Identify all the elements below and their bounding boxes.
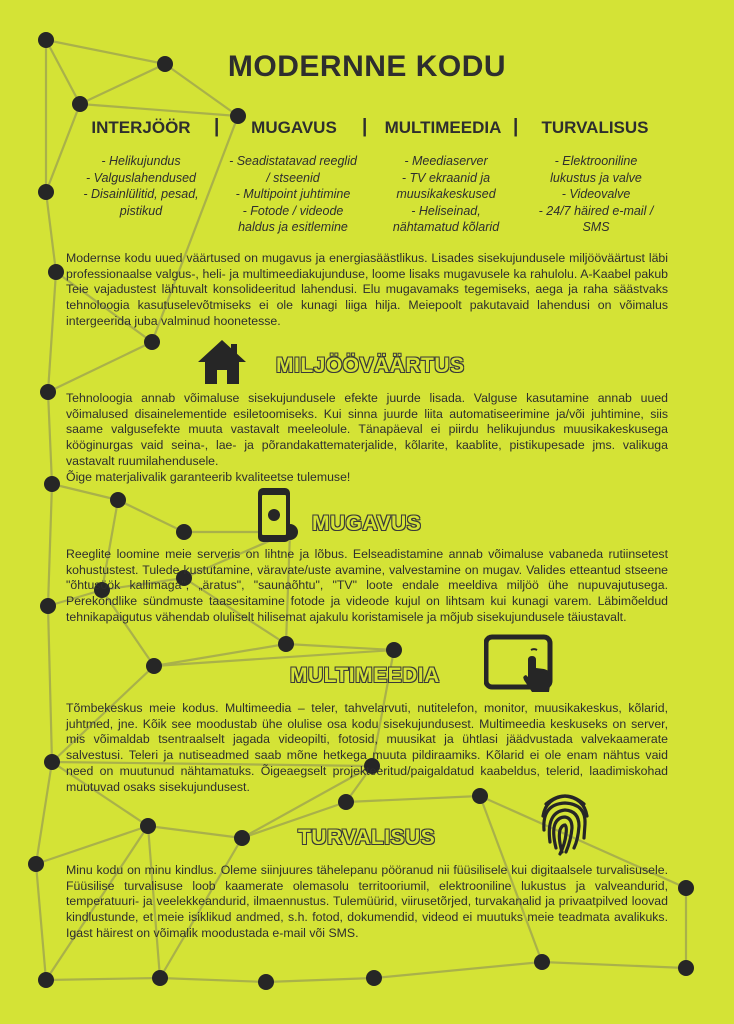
list-item: - 24/7 häired e-mail / xyxy=(538,203,654,218)
network-line xyxy=(48,272,56,392)
list-item: - TV ekraanid ja xyxy=(401,170,491,185)
column-heading-interior: INTERJÖÖR xyxy=(91,118,191,137)
column-separator: | xyxy=(513,116,519,137)
network-line xyxy=(346,796,480,802)
network-node xyxy=(146,658,162,674)
column-heading-comfort: MUGAVUS xyxy=(251,118,337,137)
network-node xyxy=(176,524,192,540)
network-node xyxy=(38,32,54,48)
section-title-security: TURVALISUS xyxy=(298,826,436,849)
network-node xyxy=(534,954,550,970)
network-line xyxy=(36,826,148,864)
network-line xyxy=(80,104,238,116)
network-node xyxy=(44,754,60,770)
list-item: - Valguslahendused xyxy=(85,170,197,185)
network-line xyxy=(160,978,266,982)
list-item: - Videovalve xyxy=(561,187,631,201)
network-node xyxy=(678,960,694,976)
list-item: lukustus ja valve xyxy=(550,170,642,185)
section-text-comfort: Reeglite loomine meie serveris on lihtne ja lõbus. Eelseadistamine annab võimaluse vabaneda rutiinsetest kohustustest. Tulede kustutamine, väravate/uste avamine, valvestamine on mugav. Valides etteantud stseene "õhtusöök kallimaga", „äratus", "saunaõhtu", "TV" loote endale meeldiva miljöö ühe nupuvajutusega. Perekondlike sündmuste taasesitamine fotode ja videode kujul on lihtsam kui kunagi varem. Läbimõeldud tehnikapaigutus vähendab oluliselt hilisemat ajakulu koristamisele ja mõjub sisekujundusele täiustavalt. xyxy=(66,547,668,624)
column-heading-multimedia: MULTIMEEDIA xyxy=(384,118,502,137)
network-line xyxy=(266,978,374,982)
network-line xyxy=(118,500,184,532)
network-line xyxy=(36,762,52,864)
network-node xyxy=(140,818,156,834)
column-list-interior xyxy=(70,153,212,219)
network-line xyxy=(148,826,242,838)
list-item: SMS xyxy=(582,220,610,234)
network-node xyxy=(144,334,160,350)
network-line xyxy=(46,978,160,980)
column-separator: | xyxy=(362,116,368,137)
network-node xyxy=(110,492,126,508)
network-node xyxy=(278,636,294,652)
column-list-multimedia xyxy=(380,153,512,236)
intro-paragraph: Modernse kodu uued väärtused on mugavus ja energiasäästlikus. Lisades sisekujundusele miljööväärtust läbi professionaalse valgus-, heli- ja multimeediakujunduse, loome lisaks mugavusele ka rahulolu. A-Kaabel pakub Teie vajadustest lähtuvalt konsolideeritud lahendusi. Elu mugavamaks tegemiseks, aega ja raha säästvaks tehnoloogia kasutuselevõtmiseks ei ole kunagi liiga hilja. Meiepoolt pakutavaid lahendusi on võimalus intergeerida juba valminud hoonetesse. xyxy=(66,251,668,328)
list-item: muusikakeskused xyxy=(396,187,496,201)
network-node xyxy=(40,384,56,400)
smartphone-icon xyxy=(256,486,292,544)
network-node xyxy=(386,642,402,658)
section-text-security: Minu kodu on minu kindlus. Oleme siinjuures tähelepanu pööranud nii füüsilisele kui digitaalsele turvalisusele. Füüsilise turvalisuse loob kaamerate olemasolu territooriumil, elektrooniline lukustus ja valveandurid, temperatuuri- ja veelekkeandurid, ilmaennustus. Tulemüürid, viirusetõrjed, turvakanalid ja privaatpilved loovad kindlustunde, et meie isiklikud andmed, s.h. fotod, dokumendid, videod ei muutuks meie teadmata avalikuks. Igast häirest on võimalik moodustada e-mail või SMS. xyxy=(66,863,668,940)
network-node xyxy=(38,184,54,200)
network-line xyxy=(48,392,52,484)
section-text-multimedia: Tõmbekeskus meie kodus. Multimeedia – teler, tahvelarvuti, nutitelefon, monitor, muusikakeskus, kõlarid, juhtmed, jne. Kõik see moodustab ühe olulise osa kodu sisekujundusest. Multimeedia keskuseks on server, mis võimaldab tsentraalselt jagada videopilti, fotosid, muusikat ja ühtlasi jäädvustada valvekaamerate salvestusi. Teleri ja nutiseadmed saab mõne hetkega muuta pildiraamiks. Kõlarid ei ole enam nähtus vaid need on muutunud nähtamatuks. Õigeaegselt projekteeritud/paigaldatud kaabeldus, telerid, laadimiskohad muutuvad osaks sisekujundusest. xyxy=(66,701,668,794)
page-title: MODERNNE KODU xyxy=(227,50,507,83)
network-node xyxy=(152,970,168,986)
list-item: - Seadistatavad reeglid xyxy=(229,154,357,168)
network-line xyxy=(48,342,152,392)
network-line xyxy=(48,606,52,762)
network-line xyxy=(286,644,394,650)
network-node xyxy=(44,476,60,492)
network-line xyxy=(52,484,118,500)
tablet-touch-icon xyxy=(484,634,556,694)
column-list-comfort xyxy=(220,153,366,236)
network-line xyxy=(374,962,542,978)
list-item: - Multipoint juhtimine xyxy=(235,187,351,201)
column-heading-security: TURVALISUS xyxy=(541,118,649,137)
list-item: / stseenid xyxy=(266,170,320,185)
network-node xyxy=(366,970,382,986)
list-item: - Fotode / videode xyxy=(242,203,344,218)
network-line xyxy=(542,962,686,968)
column-list-security xyxy=(524,153,668,236)
list-item: - Helikujundus xyxy=(101,154,181,168)
network-node xyxy=(678,880,694,896)
section-title-multimedia: MULTIMEEDIA xyxy=(290,664,440,687)
network-node xyxy=(38,972,54,988)
list-item: haldus ja esitlemine xyxy=(238,220,348,234)
list-item: - Heliseinad, xyxy=(411,203,481,218)
network-line xyxy=(46,192,56,272)
fingerprint-icon xyxy=(538,786,592,856)
network-line xyxy=(36,864,46,980)
list-item: - Meediaserver xyxy=(404,154,488,168)
network-node xyxy=(28,856,44,872)
network-node xyxy=(258,974,274,990)
list-item: pistikud xyxy=(119,203,163,218)
column-separator: | xyxy=(214,116,220,137)
section-text-ambience xyxy=(66,391,668,485)
section-title-comfort: MUGAVUS xyxy=(312,512,422,535)
section-title-ambience: MILJÖÖVÄÄRTUS xyxy=(276,354,465,377)
network-node xyxy=(72,96,88,112)
network-node xyxy=(40,598,56,614)
network-node xyxy=(234,830,250,846)
list-item: nähtamatud kõlarid xyxy=(392,220,500,234)
section-paragraph: Tehnoloogia annab võimaluse sisekujundusele efekte juurde lisada. Valguse kasutamine annab uued võimalused disainelementide esiletoomiseks. Kui sinna juurde liita automatiseerimine ja/või juhtimine, siis saame valgusefekte muuta vastavalt meeleolule. Tänapäeval ei piirdu helikujundus muusikakeskusega kööginurgas vaid seina-, lae- ja põrandakattematerjalide, kõlarite, kaablite, pistikupesade jms. valikuga vastavalt ruumilahendusele. xyxy=(66,391,668,468)
list-item: - Disainlülitid, pesad, xyxy=(83,187,199,201)
network-line xyxy=(48,484,52,606)
section-paragraph-emphasis: Õige materjalivalik garanteerib kvaliteetse tulemuse! xyxy=(66,469,351,484)
network-node xyxy=(48,264,64,280)
list-item: - Elektrooniline xyxy=(554,154,638,168)
network-node xyxy=(338,794,354,810)
house-icon xyxy=(196,338,248,386)
